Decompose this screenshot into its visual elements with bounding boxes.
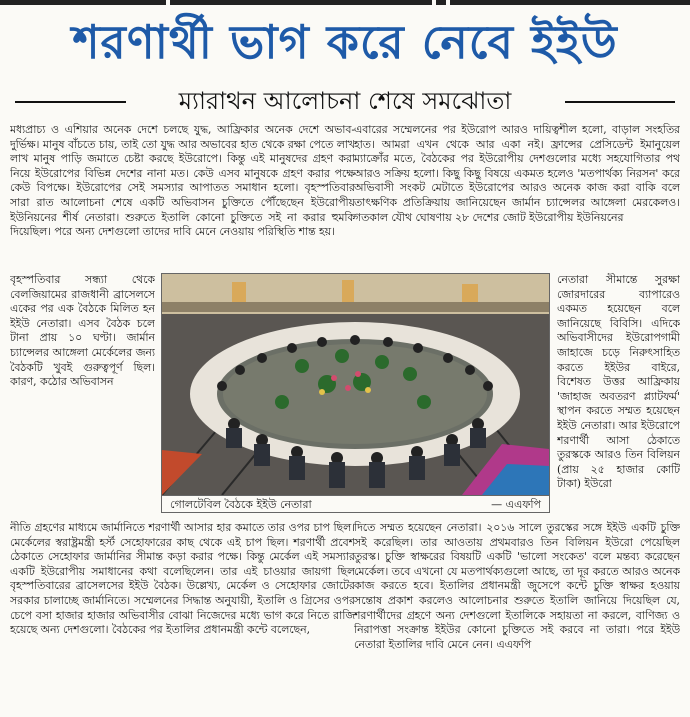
summit-photo <box>161 273 550 496</box>
top-rule <box>0 0 690 6</box>
photo-caption-bar <box>161 495 550 513</box>
article-column-right-mid: নেতারা সীমান্তে সুরক্ষা জোরদারের ব্যাপারেও একমত হয়েছেন বলে জানিয়েছে বিবিসি। এদিকে অভিবাসীদের ইউরোপগামী জাহাজে চড়ে নিরুৎসাহিত করতে ইইউর বাইরে, বিশেষত উত্তর আফ্রিকায় 'জাহাজ অবতরণ প্ল্যাটফর্ম' স্থাপন করতে সম্মত হয়েছেন ইইউ নেতারা। আর ইউরোপে শরণার্থী আসা ঠেকাতে তুরস্ককে আরও তিন বিলিয়ন (প্রায় ২৫ হাজার কোটি টাকা) ইউরো <box>557 273 680 491</box>
article-column-right-bottom: দিতে সম্মত হয়েছেন নেতারা। ২০১৬ সালে তুরস্কের সঙ্গে ইইউ একটি চুক্তি সই করেছিল। তার আওতায় প্রথমবারও তিন বিলিয়ন ইউরো পেয়েছিল তুরস্ক। চুক্তি স্বাক্ষরের বিষয়টি একটি 'ভালো সংকেত' বলে মন্তব্য করেছেন মের্কেল। তবে এখনো যে মতপার্থক্যগুলো আছে, তা দূর করতে আরও অনেক কাজ করতে হবে। ইতালির প্রধানমন্ত্রী জুসেপে কন্টে চুক্তি স্বাক্ষর হওয়ায় সন্তোষ প্রকাশ করলেও আলোচনার শুরুতে ইতালি জানিয়ে দিয়েছিল যে, শরণার্থীদের গ্রহণে অন্য দেশগুলো ইতালিকে সহায়তা না করলে, বাণিজ্য ও নিরাপত্তা সংক্রান্ত ইইউর কোনো চুক্তিতে সই করবে না তারা। পরে ইইউ নেতারা ইতালির দাবি মেনে নেন। এএফপি <box>354 521 680 651</box>
photo-credit: — এএফপি <box>491 498 541 511</box>
article-column-left-bottom: নীতি গ্রহণের মাধ্যমে জার্মানিতে শরণার্থী আসার হার কমাতে তার ওপর চাপ ছিল। মের্কেলের স্বরাষ্ট্রমন্ত্রী হর্স্ট সেহোফারের কাছ থেকে এই চাপ ছিল। শরণার্থী প্রবেশ ঠেকাতে সেহোফার জার্মানির সীমান্ত কড়া করার পক্ষে। কিন্তু মের্কেল এই সমস্যার একটি ইউরোপীয় সমাধানের কথা বলেছিলেন। তার এই চাওয়ার জায়গা ছিল বৃহস্পতিবারের ব্রাসেলসের ইইউ বৈঠক। উল্লেখ্য, মের্কেল ও সেহোফার জোটের সরকার চালাচ্ছে জার্মানিতে। সম্মেলনের সিদ্ধান্ত অনুযায়ী, ইতালি ও গ্রিসের ওপর চেপে বসা হাজার হাজার অভিবাসীর বোঝা নিজেদের মধ্যে ভাগ করে নিতে রাজি হয়েছে অন্য দেশগুলো। বৈঠকের পর ইতালির প্রধানমন্ত্রী কন্টে বলেছেন, <box>10 521 355 637</box>
article-column-left-top: মধ্যপ্রাচ্য ও এশিয়ার অনেক দেশে চলছে যুদ্ধ, আফ্রিকার অনেক দেশে অভাব-দুর্ভিক্ষ। মানুষ বাঁচতে চায়, তাই তো যুদ্ধ আর অভাবের হাত থেকে রক্ষা পেতে লাখ লাখ মানুষ পাড়ি জমাতে চেষ্টা করছে ইউরোপে। কিন্তু এই মানুষদের গ্রহণ করা নিয়ে ইউরোপের বিভিন্ন দেশের নানা মত। কেউ এসব মানুষকে গ্রহণ করার পক্ষে কেউ বিপক্ষে। ইউরোপের সেই সমস্যার আপাতত সমাধান হলো। বৃহস্পতিবার সারা রাত আলোচনা শেষে একটি অভিবাসন চুক্তিতে পৌঁছেছেন ইউরোপীয় ইউনিয়নের শীর্ষ নেতারা। শুরুতে ইতালি কোনো চুক্তিতে সই না করার হুমকি দিয়েছিল। পরে অন্য দেশগুলো তাদের দাবি মেনে নেওয়ায় পরিস্থিতি শান্ত হয়। <box>10 123 355 239</box>
photo-caption: গোলটেবিল বৈঠকে ইইউ নেতারা <box>170 498 312 511</box>
round-table-illustration <box>162 274 549 495</box>
headline: শরণার্থী ভাগ করে নেবে ইইউ <box>72 15 618 69</box>
subhead-rule-right <box>565 101 675 103</box>
article-column-left-mid: বৃহস্পতিবার সন্ধ্যা থেকে বেলজিয়ামের রাজধানী ব্রাসেলসে একের পর এক বৈঠকে মিলিত হন ইইউ নেতারা। এসব বৈঠক চলে টানা প্রায় ১০ ঘণ্টা। জার্মান চ্যান্সেলর আঙ্গেলা মের্কেলের জন্য বৈঠকটি খুবই গুরুত্বপূর্ণ ছিল। কারণ, কঠোর অভিবাসন <box>10 273 155 389</box>
article-column-right-top: এবারের সম্মেলনের পর ইউরোপ আরও দায়িত্বশীল হলো, বাড়াল সংহতির হাত। আমরা এখন থেকে আর একা নই। ফ্রান্সের প্রেসিডেন্ট ইমানুয়েল ম্যাক্রোঁর মতে, বৈঠকের পর ইউরোপীয় দেশগুলোর মধ্যে সহযোগিতার পথ আরও সক্রিয় হলো। কিছু কিছু বিষয়ে একমত হলেও 'মতপার্থক্য নিরসন' করে অভিবাসী সংকট মেটাতে ইউরোপের আরও অনেক কাজ করা বাকি বলে তাৎক্ষণিক প্রতিক্রিয়ায় জানিয়েছেন জার্মান চ্যান্সেলর আঙ্গেলা মেরকেলও। গতকাল যৌথ ঘোষণায় ২৮ দেশের জোট ইউরোপীয় ইউনিয়নের <box>354 123 680 224</box>
subhead-rule-left <box>15 101 126 103</box>
subheadline: ম্যারাথন আলোচনা শেষে সমঝোতা <box>178 87 512 115</box>
